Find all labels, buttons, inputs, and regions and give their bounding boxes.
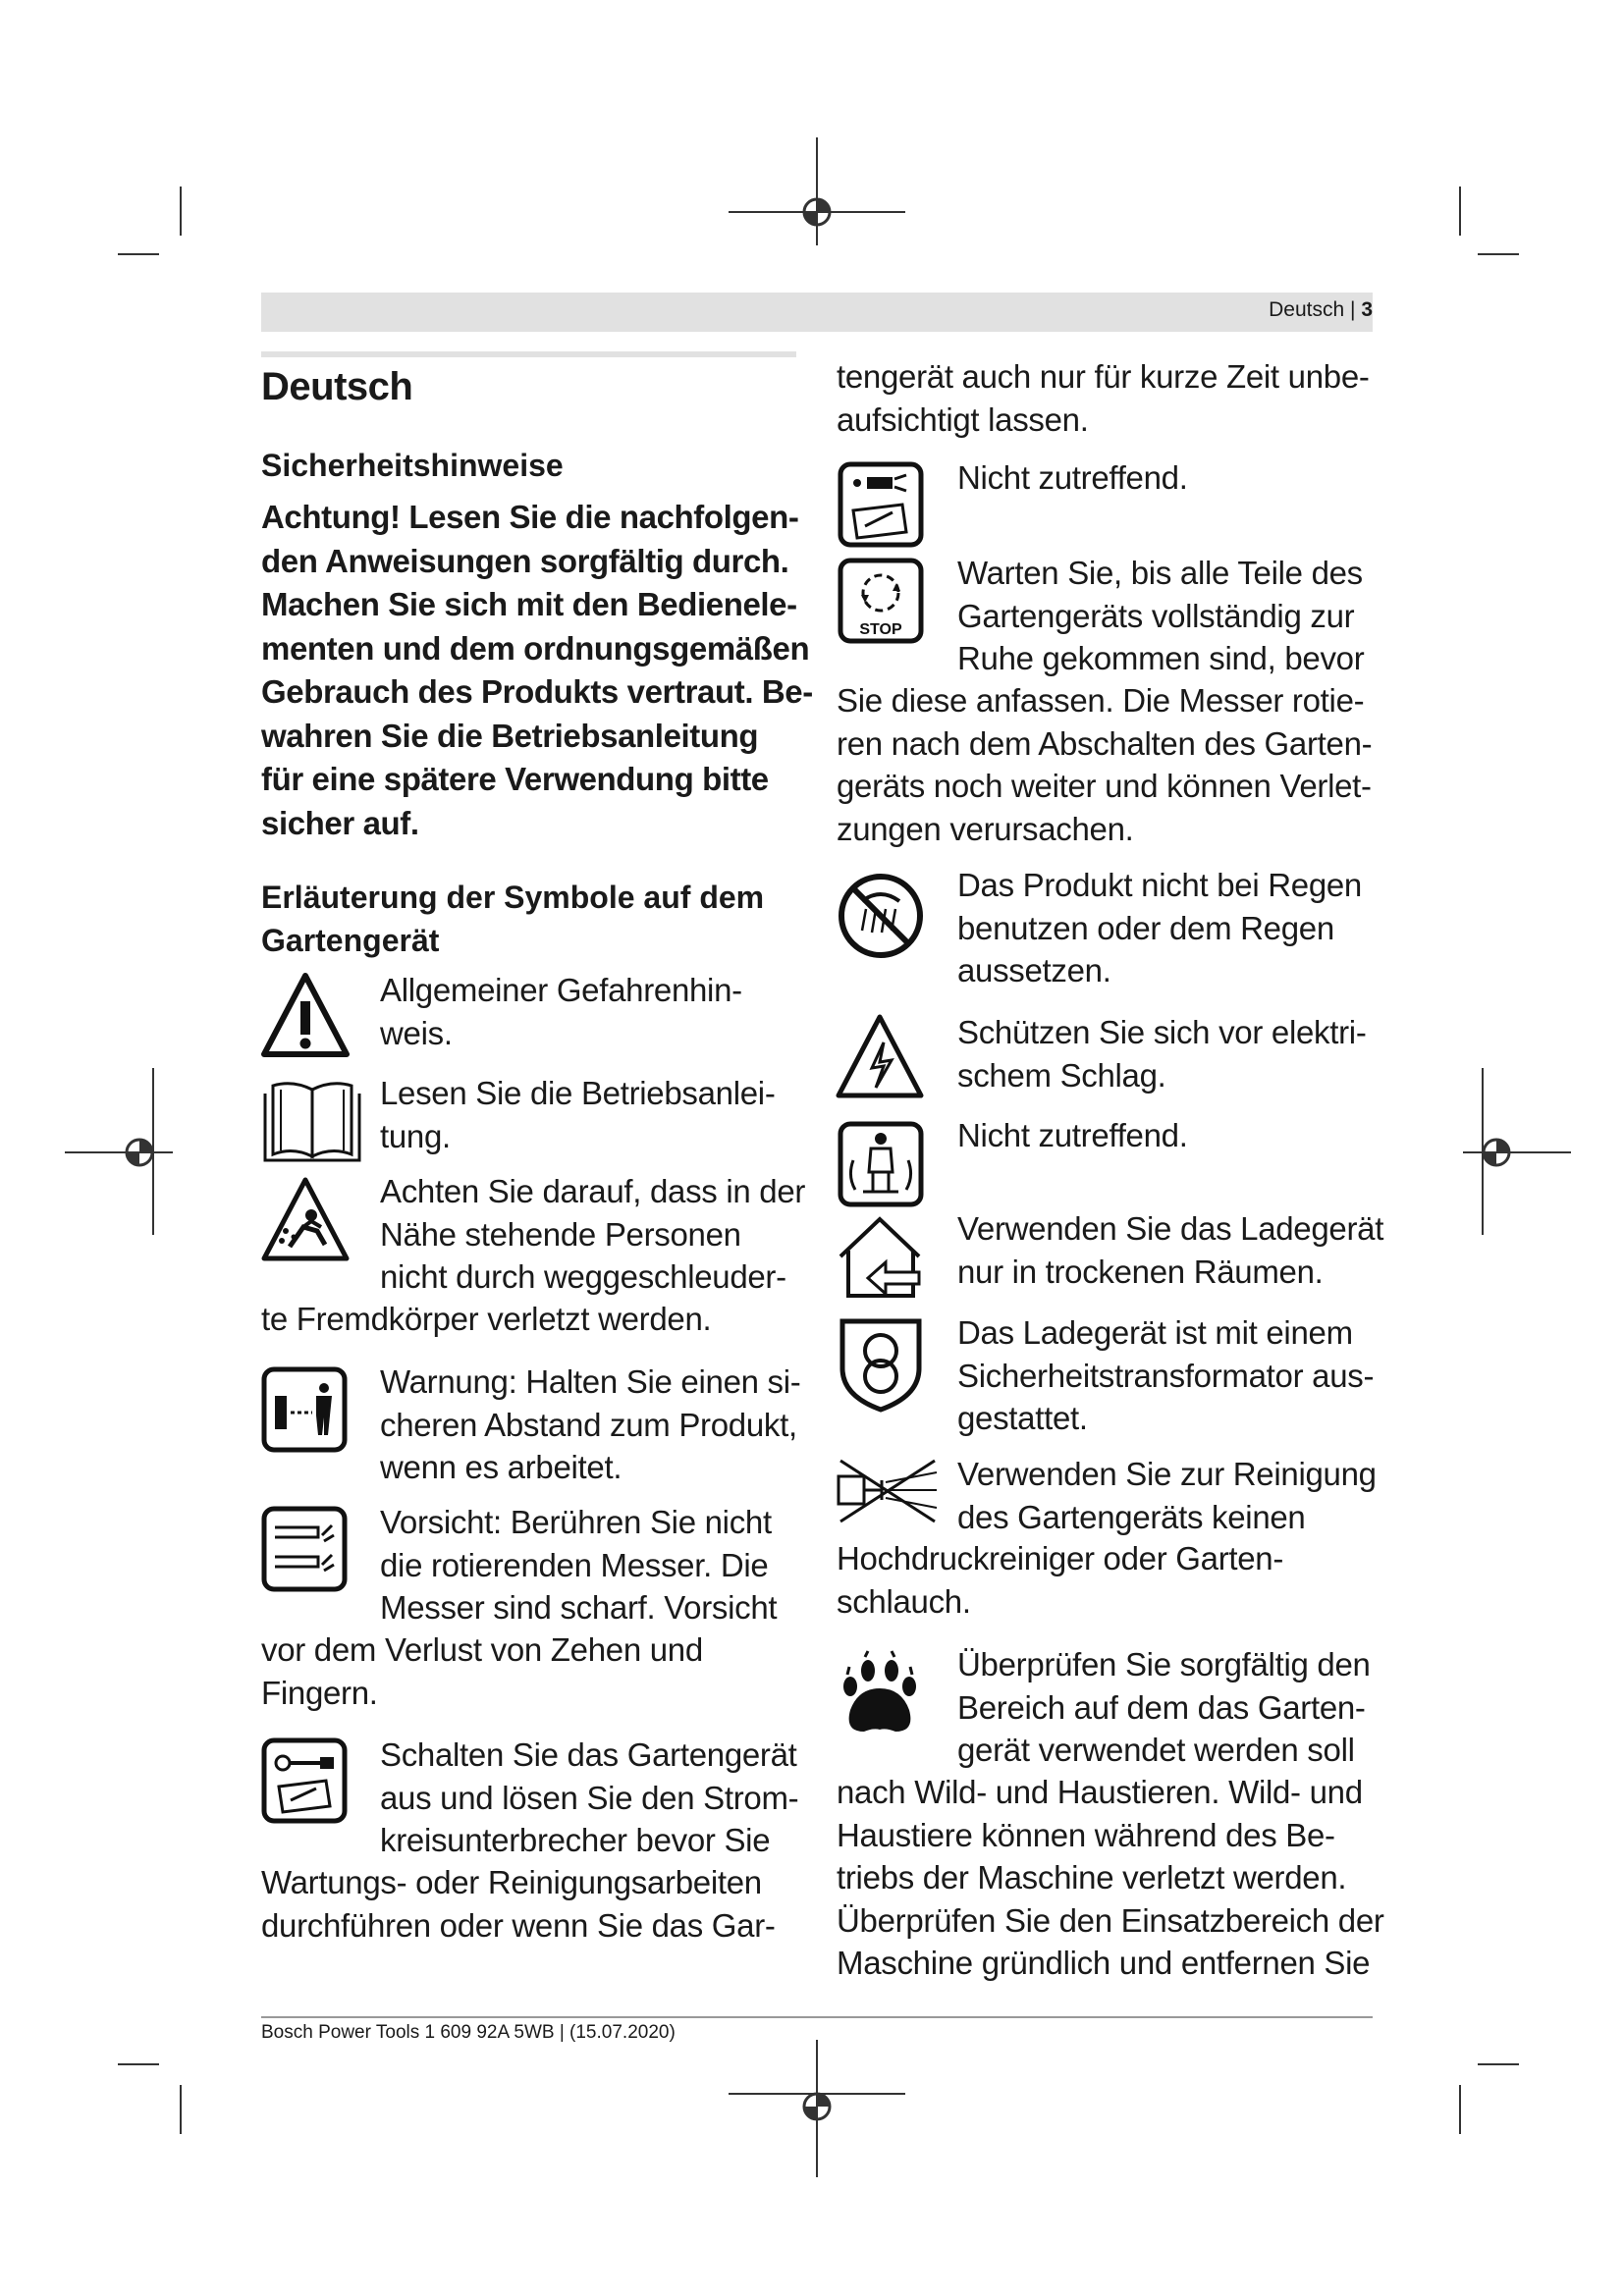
text-line: Schalten Sie das Gartengerät bbox=[380, 1736, 797, 1773]
text-line: benutzen oder dem Regen bbox=[957, 909, 1334, 946]
registration-mark-bottom bbox=[729, 2040, 905, 2177]
text-line: Warten Sie, bis alle Teile des bbox=[957, 555, 1363, 591]
text-line: aussetzen. bbox=[957, 952, 1111, 988]
thrown-objects-warning-icon bbox=[260, 1176, 351, 1264]
text-line: Ruhe gekommen sind, bevor bbox=[957, 640, 1365, 676]
registration-mark-top bbox=[729, 137, 905, 245]
crop-mark bbox=[1459, 187, 1461, 236]
running-header bbox=[1269, 298, 1373, 322]
symbols-heading-line: Erläuterung der Symbole auf dem bbox=[261, 880, 765, 915]
symbol-text bbox=[957, 1311, 1374, 1440]
symbol-text-wrap bbox=[261, 1861, 776, 1947]
text-line: Maschine gründlich und entfernen Sie bbox=[837, 1945, 1371, 1981]
text-line: Das Ladegerät ist mit einem bbox=[957, 1314, 1353, 1351]
registration-mark-left bbox=[65, 1068, 173, 1235]
text-line: Achten Sie darauf, dass in der bbox=[380, 1173, 806, 1209]
text-line: aus und lösen Sie den Strom- bbox=[380, 1779, 799, 1816]
text-line: Überprüfen Sie sorgfältig den bbox=[957, 1646, 1371, 1682]
text-line: tung. bbox=[380, 1117, 451, 1154]
symbol-text-wrap bbox=[837, 1537, 1283, 1623]
symbols-heading-line: Gartengerät bbox=[261, 923, 440, 958]
text-line: Wartungs- oder Reinigungsarbeiten bbox=[261, 1864, 762, 1900]
text-line: nur in trockenen Räumen. bbox=[957, 1253, 1324, 1290]
text-line: Bereich auf dem das Garten- bbox=[957, 1688, 1366, 1726]
text-line: zungen verursachen. bbox=[837, 810, 1134, 847]
warning-line: Gebrauch des Produkts vertraut. Be- bbox=[261, 673, 813, 710]
stop-wait-icon bbox=[838, 558, 924, 644]
continued-text bbox=[837, 355, 1370, 441]
text-line: durchführen oder wenn Sie das Gar- bbox=[261, 1906, 776, 1944]
text-line: Fingern. bbox=[261, 1674, 378, 1711]
symbol-text bbox=[380, 1501, 777, 1629]
text-line: die rotierenden Messer. Die bbox=[380, 1546, 769, 1583]
warning-line: für eine spätere Verwendung bitte bbox=[261, 761, 769, 797]
text-line: Haustiere können während des Be- bbox=[837, 1816, 1335, 1853]
text-line: vor dem Verlust von Zehen und bbox=[261, 1631, 703, 1668]
text-line: gerät verwendet werden soll bbox=[957, 1732, 1355, 1768]
symbol-text-wrap bbox=[261, 1629, 703, 1714]
symbol-text: Nicht zutreffend. bbox=[957, 1117, 1188, 1153]
warning-line: Machen Sie sich mit den Bedienele- bbox=[261, 586, 797, 622]
crop-mark bbox=[118, 2063, 159, 2065]
header-separator: | bbox=[1344, 298, 1362, 321]
text-line: ren nach dem Abschalten des Garten- bbox=[837, 724, 1373, 762]
symbol-text-wrap bbox=[837, 679, 1372, 850]
symbol-text bbox=[380, 1734, 798, 1862]
page-number: 3 bbox=[1361, 298, 1373, 321]
page-title: Deutsch bbox=[261, 365, 413, 408]
text-line: des Gartengeräts keinen bbox=[957, 1498, 1306, 1535]
text-line: wenn es arbeitet. bbox=[380, 1449, 623, 1485]
header-bar bbox=[261, 293, 1373, 332]
warning-line: den Anweisungen sorgfältig durch. bbox=[261, 542, 789, 579]
symbol-text bbox=[957, 864, 1362, 992]
text-line: schlauch. bbox=[837, 1582, 971, 1620]
crop-mark bbox=[1478, 2063, 1519, 2065]
text-line: Gartengeräts vollständig zur bbox=[957, 597, 1355, 634]
text-line: nach Wild- und Haustieren. Wild- und bbox=[837, 1774, 1363, 1810]
symbol-text-wrap: te Fremdkörper verletzt werden. bbox=[261, 1301, 712, 1337]
registration-mark-right bbox=[1463, 1068, 1571, 1235]
warning-triangle-icon bbox=[260, 972, 351, 1060]
text-line: Verwenden Sie zur Reinigung bbox=[957, 1456, 1377, 1492]
text-line: Hochdruckreiniger oder Garten- bbox=[837, 1540, 1284, 1576]
text-line: gestattet. bbox=[957, 1400, 1088, 1436]
electric-shock-icon bbox=[835, 1013, 925, 1101]
text-line: Verwenden Sie das Ladegerät bbox=[957, 1210, 1384, 1247]
symbol-text bbox=[957, 1643, 1371, 1772]
symbol-text bbox=[380, 1072, 776, 1157]
text-line: schem Schlag. bbox=[957, 1056, 1166, 1094]
no-rain-icon bbox=[837, 872, 925, 960]
crop-mark bbox=[180, 2085, 182, 2134]
text-line: Schützen Sie sich vor elektri- bbox=[957, 1014, 1367, 1050]
text-line: Messer sind scharf. Vorsicht bbox=[380, 1589, 778, 1626]
warning-line: Achtung! Lesen Sie die nachfolgen- bbox=[261, 499, 799, 535]
symbol-text bbox=[957, 1011, 1367, 1096]
footer-text: Bosch Power Tools 1 609 92A 5WB | (15.07.2020) bbox=[261, 2022, 676, 2043]
operator-position-icon bbox=[838, 1121, 924, 1207]
text-line: Sie diese anfassen. Die Messer rotie- bbox=[837, 682, 1365, 719]
symbol-text bbox=[380, 969, 742, 1054]
text-line: Nähe stehende Personen bbox=[380, 1215, 741, 1253]
symbols-heading bbox=[261, 876, 764, 962]
section-heading: Sicherheitshinweise bbox=[261, 448, 564, 483]
no-pressure-washer-icon bbox=[835, 1457, 941, 1525]
warning-line: wahren Sie die Betriebsanleitung bbox=[261, 717, 759, 754]
text-line: tengerät auch nur für kurze Zeit unbe- bbox=[837, 358, 1370, 395]
symbol-text bbox=[380, 1170, 805, 1299]
text-line: Überprüfen Sie den Einsatzbereich der bbox=[837, 1901, 1384, 1939]
text-line: aufsichtigt lassen. bbox=[837, 400, 1089, 438]
title-rule bbox=[261, 351, 796, 357]
text-line: Vorsicht: Berühren Sie nicht bbox=[380, 1504, 772, 1540]
header-language: Deutsch bbox=[1269, 298, 1345, 321]
safety-transformer-icon bbox=[837, 1315, 925, 1414]
text-line: kreisunterbrecher bevor Sie bbox=[380, 1822, 771, 1858]
safe-distance-icon bbox=[261, 1366, 348, 1453]
rotating-blades-icon bbox=[261, 1506, 348, 1592]
symbol-text-wrap bbox=[837, 1771, 1384, 1985]
symbol-text: Nicht zutreffend. bbox=[957, 459, 1188, 496]
text-line: nicht durch weggeschleuder- bbox=[380, 1258, 786, 1295]
warning-line: sicher auf. bbox=[261, 804, 419, 841]
symbol-text bbox=[957, 1207, 1383, 1293]
symbol-text bbox=[957, 552, 1364, 680]
crop-mark bbox=[1459, 2085, 1461, 2134]
symbol-text bbox=[957, 1453, 1377, 1538]
indoor-house-icon bbox=[835, 1213, 927, 1300]
text-line: Warnung: Halten Sie einen si- bbox=[380, 1363, 801, 1400]
crop-mark bbox=[118, 253, 159, 255]
text-line: Allgemeiner Gefahrenhin- bbox=[380, 972, 742, 1008]
text-line: cheren Abstand zum Produkt, bbox=[380, 1406, 797, 1443]
manual-book-icon bbox=[259, 1076, 365, 1166]
symbol-text bbox=[380, 1361, 800, 1489]
text-line: weis. bbox=[380, 1014, 453, 1051]
plug-manual-icon bbox=[838, 461, 924, 548]
warning-line: menten und dem ordnungsgemäßen bbox=[261, 629, 810, 667]
text-line: geräts noch weiter und können Verlet- bbox=[837, 768, 1372, 804]
text-line: Sicherheitstransformator aus- bbox=[957, 1357, 1375, 1394]
disconnect-power-icon bbox=[261, 1737, 348, 1824]
footer-rule bbox=[261, 2016, 1373, 2018]
crop-mark bbox=[180, 187, 182, 236]
text-line: Lesen Sie die Betriebsanlei- bbox=[380, 1075, 776, 1111]
stop-label: STOP bbox=[859, 621, 902, 638]
warning-block bbox=[261, 496, 813, 845]
paw-print-icon bbox=[835, 1649, 925, 1739]
text-line: Das Produkt nicht bei Regen bbox=[957, 867, 1362, 903]
text-line: triebs der Maschine verletzt werden. bbox=[837, 1859, 1347, 1896]
crop-mark bbox=[1478, 253, 1519, 255]
